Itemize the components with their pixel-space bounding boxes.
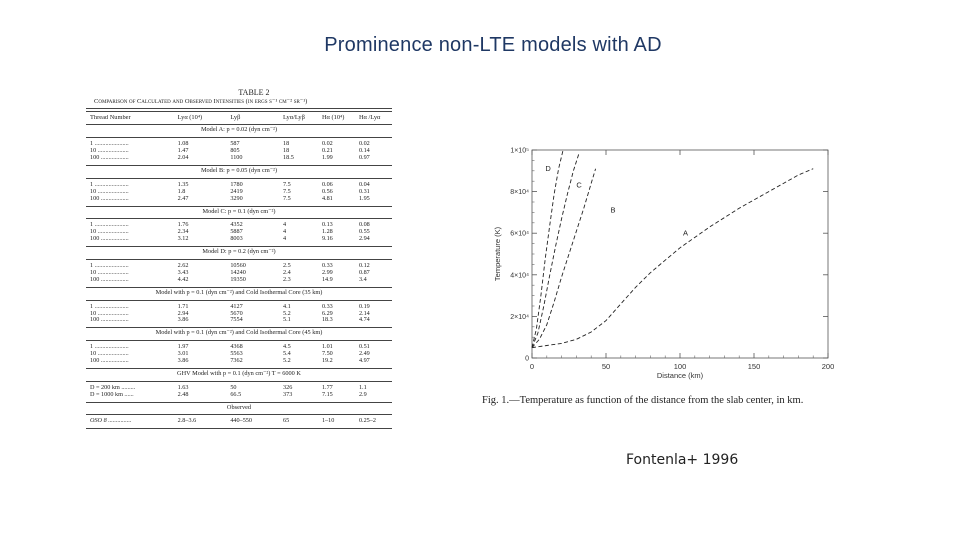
header-lyb: Lyβ bbox=[230, 113, 241, 121]
table-cell: 10 .................... bbox=[90, 310, 129, 317]
table-cell: 1 ...................... bbox=[90, 181, 129, 188]
table-cell: 2.99 bbox=[321, 268, 333, 276]
table-cell: 2.3 bbox=[283, 275, 291, 283]
table-cell: 0.14 bbox=[358, 147, 370, 155]
table-cell: 2.94 bbox=[177, 309, 189, 317]
y-tick-label: 0 bbox=[525, 355, 529, 363]
table-cell: 1.08 bbox=[177, 140, 189, 148]
table-cell: 100 .................. bbox=[90, 236, 129, 243]
table-caption: Comparison of Calculated and Observed Intensities (in ergs s⁻¹ cm⁻² sr⁻¹) bbox=[94, 98, 308, 105]
table-cell: 2.94 bbox=[358, 235, 370, 243]
row-group bbox=[86, 301, 392, 328]
table-cell: 2.49 bbox=[358, 350, 370, 358]
table-cell: OSO 8 ............... bbox=[90, 418, 132, 425]
table-cell: 18.3 bbox=[321, 316, 333, 324]
table-cell: 4368 bbox=[230, 343, 243, 351]
section-title: Model A: p = 0.02 (dyn cm⁻²) bbox=[200, 126, 278, 134]
x-tick-label: 0 bbox=[529, 362, 535, 371]
table-row bbox=[86, 155, 392, 162]
table-cell: 7.5 bbox=[283, 194, 291, 202]
table-cell: 6.29 bbox=[321, 309, 333, 317]
row-group bbox=[86, 341, 392, 368]
series-line-d bbox=[532, 150, 563, 348]
table-cell: 0.13 bbox=[321, 221, 333, 229]
table-cell: 1.63 bbox=[177, 383, 189, 391]
table-cell: 5.2 bbox=[283, 309, 291, 317]
table-cell: 9.16 bbox=[321, 235, 333, 243]
table-cell: 1.71 bbox=[177, 302, 189, 310]
table-cell: 10 .................... bbox=[90, 229, 129, 236]
table-cell: 3.43 bbox=[177, 268, 189, 276]
table-cell: 2.4 bbox=[283, 268, 291, 276]
section-title: Model C: p = 0.1 (dyn cm⁻²) bbox=[202, 207, 276, 215]
table-cell: 0.55 bbox=[358, 228, 370, 236]
table-cell: 3.86 bbox=[177, 356, 189, 364]
table-cell: 7554 bbox=[230, 316, 243, 324]
table-cell: 5670 bbox=[230, 309, 243, 317]
table-cell: 0.12 bbox=[358, 262, 370, 270]
table-cell: 805 bbox=[230, 147, 240, 155]
table-cell: 1 ...................... bbox=[90, 141, 129, 148]
table-cell: 19350 bbox=[230, 275, 246, 283]
table-cell: 10 .................... bbox=[90, 148, 129, 155]
y-tick-label: 8×10⁴ bbox=[510, 189, 529, 197]
row-group bbox=[86, 260, 392, 287]
table-cell: 0.33 bbox=[321, 262, 333, 270]
series-line-a bbox=[532, 169, 813, 348]
table-cell: D = 200 km ......... bbox=[90, 384, 136, 391]
table-body bbox=[86, 125, 392, 428]
y-tick-label: 4×10⁴ bbox=[510, 272, 529, 280]
table-cell: 1.76 bbox=[177, 221, 189, 229]
y-tick-label: 6×10⁴ bbox=[510, 230, 529, 238]
table-row bbox=[86, 196, 392, 203]
y-tick-label: 1×10⁵ bbox=[510, 147, 529, 155]
header-lya-lyb: Lyα/Lyβ bbox=[283, 113, 305, 121]
table-cell: 2.62 bbox=[177, 262, 189, 270]
table-cell: 0.33 bbox=[321, 302, 333, 310]
table-cell: 50 bbox=[230, 383, 237, 391]
table-cell: 1.28 bbox=[321, 228, 333, 236]
table-cell: 4.5 bbox=[283, 343, 291, 351]
table-cell: 3.4 bbox=[358, 275, 367, 283]
intensity-table bbox=[86, 88, 392, 429]
series-line-c bbox=[532, 152, 579, 348]
table-cell: 10 .................... bbox=[90, 269, 129, 276]
row-group bbox=[86, 382, 392, 402]
curve-label-d: D bbox=[545, 163, 551, 173]
table-cell: 1.01 bbox=[321, 343, 333, 351]
table-cell: 1.97 bbox=[177, 343, 189, 351]
table-cell: 100 .................. bbox=[90, 357, 129, 364]
table-cell: 0.31 bbox=[358, 187, 370, 195]
table-cell: 0.87 bbox=[358, 268, 370, 276]
table-cell: 1.35 bbox=[177, 180, 189, 188]
table-row bbox=[86, 418, 392, 425]
table-bottom-rule bbox=[86, 428, 392, 429]
table-cell: 10560 bbox=[230, 262, 246, 270]
table-cell: 2.47 bbox=[177, 194, 189, 202]
table-number: TABLE 2 bbox=[238, 88, 270, 97]
temperature-chart bbox=[470, 140, 850, 400]
table-cell: 4127 bbox=[230, 302, 243, 310]
table-cell: 1–10 bbox=[321, 417, 335, 425]
table-cell: 7.5 bbox=[283, 180, 291, 188]
table-header bbox=[86, 112, 392, 125]
x-tick-label: 200 bbox=[821, 362, 835, 371]
table-cell: 1.95 bbox=[358, 194, 370, 202]
table-cell: 7.15 bbox=[321, 390, 333, 398]
table-row bbox=[86, 317, 392, 324]
row-group bbox=[86, 179, 392, 206]
curve-label-c: C bbox=[576, 180, 582, 190]
figure-caption: Fig. 1.—Temperature as function of the distance from the slab center, in km. bbox=[482, 395, 804, 406]
table-cell: 5.2 bbox=[283, 356, 291, 364]
series-line-b bbox=[532, 169, 596, 348]
table-cell: 100 .................. bbox=[90, 276, 129, 283]
table-cell: 4 bbox=[283, 221, 287, 229]
temperature-figure bbox=[470, 140, 850, 400]
table-cell: 2.9 bbox=[358, 390, 367, 398]
table-cell: 1.47 bbox=[177, 147, 189, 155]
table-row bbox=[86, 277, 392, 284]
curve-label-a: A bbox=[682, 228, 688, 238]
table-cell: 1.99 bbox=[321, 154, 333, 162]
table-cell: 10 .................... bbox=[90, 351, 129, 358]
table-cell: 100 .................. bbox=[90, 317, 129, 324]
table-cell: 5.1 bbox=[283, 316, 291, 324]
table-cell: 1780 bbox=[230, 180, 243, 188]
table-cell: 1 ...................... bbox=[90, 222, 129, 229]
table-cell: 10 .................... bbox=[90, 188, 129, 195]
section-title: Model with p = 0.1 (dyn cm⁻²) and Cold Isothermal Core (35 km) bbox=[155, 288, 323, 296]
section-title: Model D: p = 0.2 (dyn cm⁻²) bbox=[202, 248, 276, 256]
y-axis-label: Temperature (K) bbox=[493, 226, 502, 282]
table-cell: 3.12 bbox=[177, 235, 189, 243]
curve-label-b: B bbox=[610, 205, 616, 215]
table-cell: 2.04 bbox=[177, 154, 189, 162]
table-cell: 66.5 bbox=[230, 390, 242, 398]
table-cell: 100 .................. bbox=[90, 155, 129, 162]
table-cell: 4.81 bbox=[321, 194, 333, 202]
table-cell: 0.08 bbox=[358, 221, 370, 229]
table-cell: 326 bbox=[283, 383, 293, 391]
table-row bbox=[86, 236, 392, 243]
y-tick-label: 2×10⁴ bbox=[510, 313, 529, 321]
table-cell: 14240 bbox=[230, 268, 246, 276]
table-cell: 4.1 bbox=[283, 302, 291, 310]
table-cell: 4.42 bbox=[177, 275, 189, 283]
header-lya: Lyα (10⁴) bbox=[177, 113, 203, 121]
table-cell: 4352 bbox=[230, 221, 243, 229]
table-cell: 587 bbox=[230, 140, 240, 148]
table-cell: 3290 bbox=[230, 194, 243, 202]
row-group bbox=[86, 415, 392, 428]
header-ha-lya: Hα /Lyα bbox=[358, 113, 381, 121]
table-cell: 2.34 bbox=[177, 228, 189, 236]
section-title: Model B: p = 0.05 (dyn cm⁻²) bbox=[200, 166, 278, 174]
x-tick-label: 100 bbox=[673, 362, 687, 371]
table-cell: 100 .................. bbox=[90, 195, 129, 202]
table-cell: 0.56 bbox=[321, 187, 333, 195]
table-cell: 1 ...................... bbox=[90, 303, 129, 310]
table-cell: D = 1000 km ...... bbox=[90, 391, 134, 398]
table-cell: 1.1 bbox=[358, 383, 367, 391]
table-cell: 2.8–3.6 bbox=[177, 417, 197, 425]
citation-credit: Fontenla+ 1996 bbox=[626, 452, 739, 468]
table-row bbox=[86, 392, 392, 399]
table-cell: 4 bbox=[283, 228, 287, 236]
table-cell: 0.02 bbox=[358, 140, 370, 148]
table-cell: 18 bbox=[283, 140, 290, 148]
table-cell: 1 ...................... bbox=[90, 344, 129, 351]
table-cell: 3.01 bbox=[177, 350, 189, 358]
section-title: Model with p = 0.1 (dyn cm⁻²) and Cold Isothermal Core (45 km) bbox=[155, 329, 323, 337]
table-cell: 5563 bbox=[230, 350, 243, 358]
table-cell: 373 bbox=[283, 390, 293, 398]
table-row bbox=[86, 358, 392, 365]
table-cell: 0.02 bbox=[321, 140, 333, 148]
table-cell: 0.19 bbox=[358, 302, 370, 310]
table-cell: 14.9 bbox=[321, 275, 333, 283]
table-cell: 2.14 bbox=[358, 309, 370, 317]
table-cell: 0.51 bbox=[358, 343, 370, 351]
table-cell: 4 bbox=[283, 235, 287, 243]
x-tick-label: 150 bbox=[747, 362, 761, 371]
table-cell: 0.06 bbox=[321, 180, 333, 188]
table-cell: 7.5 bbox=[283, 187, 291, 195]
table-cell: 0.04 bbox=[358, 180, 370, 188]
row-group bbox=[86, 138, 392, 165]
table-cell: 5887 bbox=[230, 228, 243, 236]
table-cell: 18 bbox=[283, 147, 290, 155]
table-cell: 3.86 bbox=[177, 316, 189, 324]
x-tick-label: 50 bbox=[601, 362, 611, 371]
section-title: Observed bbox=[226, 403, 252, 411]
table-cell: 18.5 bbox=[283, 154, 294, 162]
header-thread: Thread Number bbox=[90, 114, 131, 121]
table-cell: 8003 bbox=[230, 235, 243, 243]
table-cell: 1.77 bbox=[321, 383, 333, 391]
table-cell: 1100 bbox=[230, 154, 243, 162]
table-cell: 2419 bbox=[230, 187, 243, 195]
table-cell: 4.74 bbox=[358, 316, 370, 324]
table-cell: 0.25–2 bbox=[358, 417, 376, 425]
table-cell: 1.8 bbox=[177, 187, 186, 195]
table-cell: 65 bbox=[283, 417, 290, 425]
table-cell: 7362 bbox=[230, 356, 243, 364]
table-cell: 19.2 bbox=[321, 356, 333, 364]
table-cell: 2.5 bbox=[283, 262, 291, 270]
table-cell: 7.50 bbox=[321, 350, 333, 358]
table-cell: 1 ...................... bbox=[90, 263, 129, 270]
table-cell: 5.4 bbox=[283, 350, 291, 358]
table-cell: 0.21 bbox=[321, 147, 333, 155]
row-group bbox=[86, 219, 392, 246]
section-title: GHV Model with p = 0.1 (dyn cm⁻²) T = 6000 K bbox=[177, 369, 301, 377]
table-cell: 440–550 bbox=[230, 417, 252, 425]
table-cell: 4.97 bbox=[358, 356, 370, 364]
table-cell: 0.97 bbox=[358, 154, 370, 162]
slide-title: Prominence non-LTE models with AD bbox=[324, 34, 662, 56]
table-cell: 2.48 bbox=[177, 390, 189, 398]
x-axis-label: Distance (km) bbox=[656, 371, 704, 380]
header-ha: Hα (10⁴) bbox=[321, 113, 345, 121]
